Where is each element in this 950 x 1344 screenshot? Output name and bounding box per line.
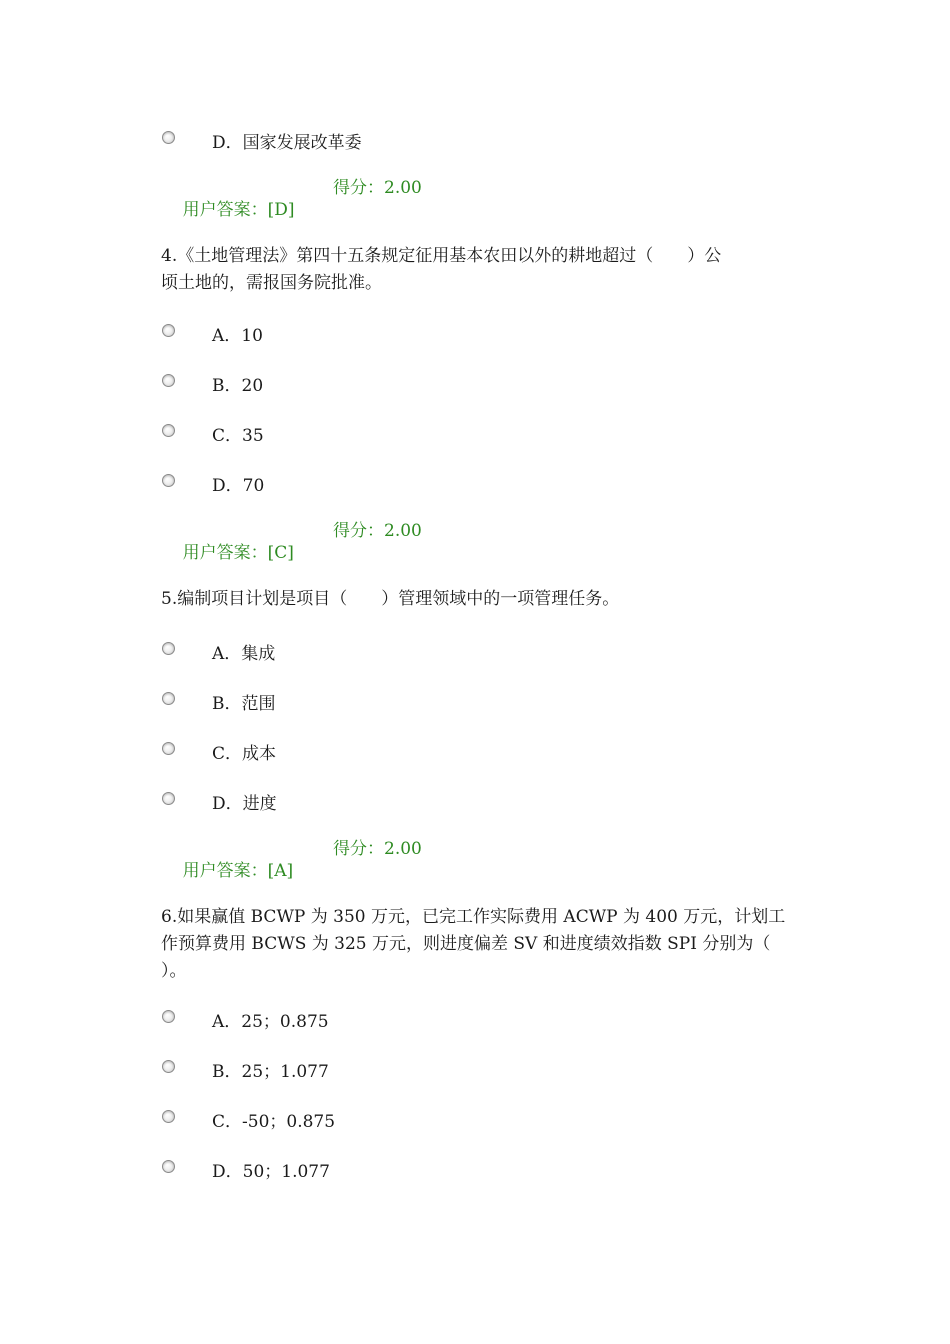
q6-question-text: 6.如果赢值 BCWP 为 350 万元，已完工作实际费用 ACWP 为 400 万元，计划工 作预算费用 BCWS 为 325 万元，则进度偏差 SV 和进度绩效指数 SPI 分别为（ ）。	[161, 907, 786, 981]
option-label: D．50；1.077	[212, 1162, 330, 1182]
radio-button-icon[interactable]	[162, 692, 175, 705]
option-label: A．10	[212, 326, 263, 346]
q6-option-c[interactable]	[160, 1110, 560, 1140]
q4-option-b[interactable]	[160, 374, 560, 404]
option-label: A．集成	[212, 644, 276, 664]
user-answer: 用户答案：[D]	[182, 200, 295, 220]
user-answer: 用户答案：[C]	[182, 543, 294, 563]
radio-button-icon[interactable]	[162, 1010, 175, 1023]
radio-button-icon[interactable]	[162, 1160, 175, 1173]
radio-button-icon[interactable]	[162, 131, 175, 144]
q5-option-b[interactable]	[160, 692, 560, 722]
option-label: A．25；0.875	[212, 1012, 329, 1032]
q6-option-d[interactable]	[160, 1160, 560, 1190]
option-label: D．国家发展改革委	[212, 133, 362, 153]
score: 得分：2.00	[333, 521, 422, 541]
q3-option-d[interactable]	[160, 131, 560, 161]
option-label: D．70	[212, 476, 265, 496]
option-label: B．20	[212, 376, 264, 396]
option-label: B．25；1.077	[212, 1062, 329, 1082]
q4-option-a[interactable]	[160, 324, 560, 354]
q6-option-a[interactable]	[160, 1010, 560, 1040]
q6-option-b[interactable]	[160, 1060, 560, 1090]
radio-button-icon[interactable]	[162, 742, 175, 755]
q5-question-text: 5.编制项目计划是项目（ ）管理领域中的一项管理任务。	[161, 589, 620, 609]
option-label: C．35	[212, 426, 264, 446]
option-label: C．成本	[212, 744, 277, 764]
option-label: C．-50；0.875	[212, 1112, 336, 1132]
option-label: D．进度	[212, 794, 277, 814]
radio-button-icon[interactable]	[162, 474, 175, 487]
q5-option-a[interactable]	[160, 642, 560, 672]
radio-button-icon[interactable]	[162, 642, 175, 655]
q4-option-d[interactable]	[160, 474, 560, 504]
radio-button-icon[interactable]	[162, 1060, 175, 1073]
radio-button-icon[interactable]	[162, 792, 175, 805]
radio-button-icon[interactable]	[162, 424, 175, 437]
option-label: B．范围	[212, 694, 276, 714]
user-answer: 用户答案：[A]	[182, 861, 294, 881]
score: 得分：2.00	[333, 839, 422, 859]
radio-button-icon[interactable]	[162, 324, 175, 337]
score: 得分：2.00	[333, 178, 422, 198]
q4-question-text: 4.《土地管理法》第四十五条规定征用基本农田以外的耕地超过（ ）公 顷土地的，需报国务院批准。	[161, 246, 722, 293]
q4-option-c[interactable]	[160, 424, 560, 454]
radio-button-icon[interactable]	[162, 1110, 175, 1123]
q5-option-c[interactable]	[160, 742, 560, 772]
radio-button-icon[interactable]	[162, 374, 175, 387]
q5-option-d[interactable]	[160, 792, 560, 822]
